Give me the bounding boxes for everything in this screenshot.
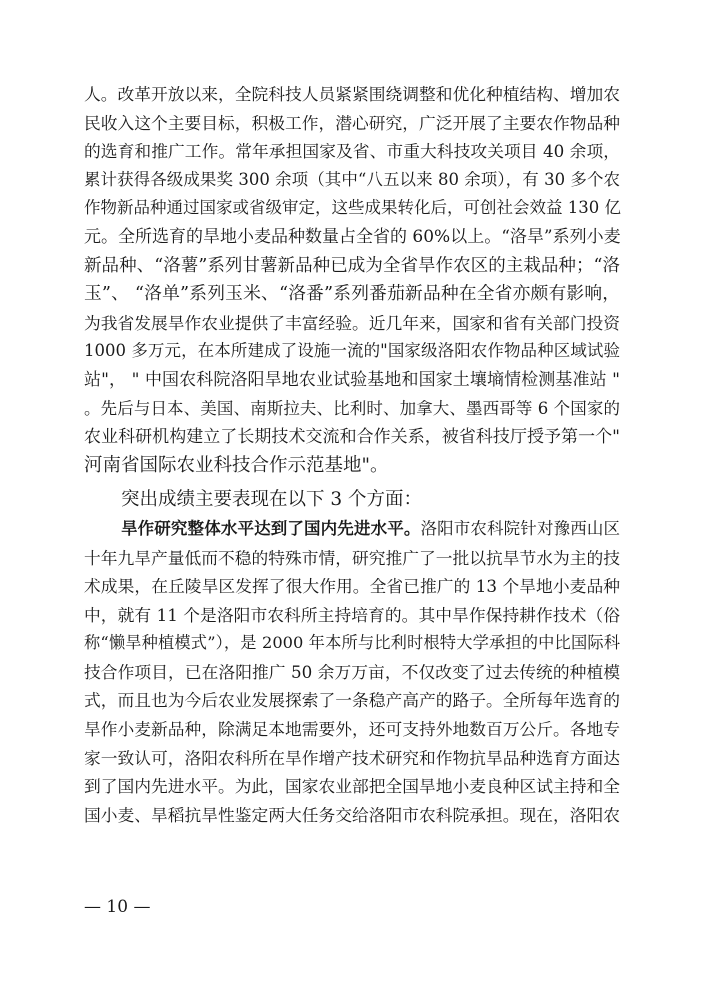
text-line: 人。改革开放以来，全院科技人员紧紧围绕调整和优化种植结构、增加农 (84, 84, 621, 104)
text-line: 站"， " 中国农科院洛阳旱地农业试验基地和国家土壤墒情检测基准站 " (84, 369, 620, 390)
text-line: 旱作小麦新品种，除满足本地需要外，还可支持外地数百万公斤。各地专 (84, 719, 621, 740)
text-line: 民收入这个主要目标，积极工作，潜心研究，广泛开展了主要农作物品种 (84, 112, 621, 133)
text-line: 为我省发展旱作农业提供了丰富经验。近几年来，国家和省有关部门投资 (84, 312, 621, 333)
text-line-first (84, 515, 620, 544)
page-number: — 10 — (84, 897, 151, 917)
text-line: 中，就有 11 个是洛阳市农科所主持培育的。其中旱作保持耕作技术（俗 (84, 604, 620, 625)
text-line: 作物新品种通过国家或省级审定，这些成果转化后，可创社会效益 130 亿 (84, 198, 621, 218)
text-line: 。先后与日本、美国、南斯拉夫、比利时、加拿大、墨西哥等 6 个国家的 (84, 398, 620, 418)
text-line: 累计获得各级成果奖 300 余项（其中“八五以来 80 余项），有 30 多个农 (84, 169, 620, 189)
paragraph-2 (84, 486, 620, 515)
section-heading: 旱作研究整体水平达到了国内先进水平。 (121, 518, 421, 538)
text-line: 十年九旱产量低而不稳的特殊市情，研究推广了一批以抗旱节水为主的技 (84, 547, 621, 568)
text-line: 称“懒旱种植模式”），是 2000 年本所与比利时根特大学承担的中比国际科 (84, 633, 620, 653)
text-line: 式，而且也为今后农业发展探索了一条稳产高产的路子。全所每年选育的 (84, 690, 621, 711)
paragraph-1 (84, 80, 620, 480)
text-line: 技合作项目，已在洛阳推广 50 余万万亩，不仅改变了过去传统的种植模 (84, 661, 620, 682)
paragraph-3 (84, 515, 620, 830)
text-line: 国小麦、旱稻抗旱性鉴定两大任务交给洛阳市农科院承担。现在，洛阳农 (84, 804, 621, 825)
text-line: 河南省国际农业科技合作示范基地"。 (84, 454, 389, 476)
text-line: 新品种、“洛薯”系列甘薯新品种已成为全省旱作农区的主栽品种；“洛 (84, 255, 620, 276)
text-line: 农业科研机构建立了长期技术交流和合作关系，被省科技厅授予第一个" (84, 427, 620, 448)
text-line: 家一致认可，洛阳农科所在旱作增产技术研究和作物抗旱品种选育方面达 (84, 747, 621, 768)
text-line: 1000 多万元，在本所建成了设施一流的"国家级洛阳农作物品种区域试验 (84, 341, 620, 361)
text-line: 的选育和推广工作。常年承担国家及省、市重大科技攻关项目 40 余项， (84, 141, 620, 162)
text-line: 玉”、 “洛单”系列玉米、“洛番”系列番茄新品种在全省亦颇有影响， (84, 284, 620, 305)
text-run: 洛阳市农科院针对豫西山区 (420, 518, 621, 538)
text-line: 到了国内先进水平。为此，国家农业部把全国旱地小麦良种区试主持和全 (84, 776, 621, 797)
text-line: 元。全所选育的旱地小麦品种数量占全省的 60%以上。“洛旱”系列小麦 (84, 226, 621, 247)
text-line: 突出成绩主要表现在以下 3 个方面： (121, 489, 423, 511)
body-text (84, 80, 620, 829)
text-line: 术成果，在丘陵旱区发挥了很大作用。全省已推广的 13 个旱地小麦品种 (84, 576, 620, 597)
